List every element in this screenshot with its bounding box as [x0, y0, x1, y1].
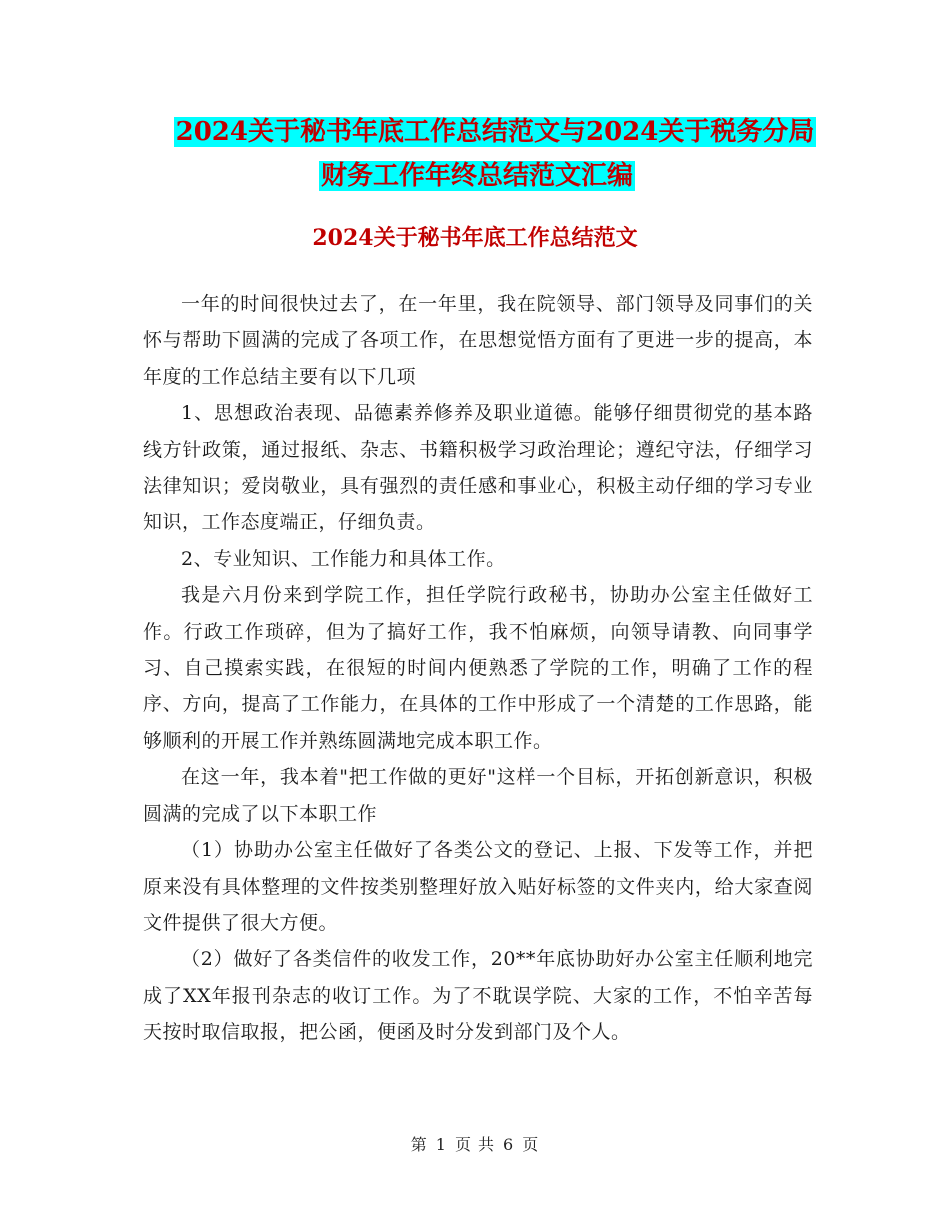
paragraph-item-2: 2、专业知识、工作能力和具体工作。	[181, 547, 506, 570]
section-title: 2024关于秘书年底工作总结范文	[312, 225, 638, 251]
paragraph-task-2: （2）做好了各类信件的收发工作，20**年底协助好办公室主任顺利地完成了XX年报刊杂志的收订工作。为了不耽误学院、大家的工作，不怕辛苦每天按时取信取报，把公函，便函及时分发到部门及个人。	[143, 948, 813, 1044]
paragraph-work: 我是六月份来到学院工作，担任学院行政秘书，协助办公室主任做好工作。行政工作琐碎，但为了搞好工作，我不怕麻烦，向领导请教、向同事学习、自己摸索实践，在很短的时间内便熟悉了学院的工作，明确了工作的程序、方向，提高了工作能力，在具体的工作中形成了一个清楚的工作思路，能够顺利的开展工作并熟练圆满地完成本职工作。	[143, 584, 813, 752]
paragraph-goal: 在这一年，我本着"把工作做的更好"这样一个目标，开拓创新意识，积极圆满的完成了以下本职工作	[143, 766, 813, 825]
document-body	[143, 286, 813, 1051]
page-footer	[0, 1132, 950, 1155]
footer-middle: 页 共	[454, 1135, 496, 1154]
document-title-line-1	[20, 108, 950, 156]
footer-prefix: 第	[410, 1135, 428, 1154]
paragraph-item-1: 1、思想政治表现、品德素养修养及职业道德。能够仔细贯彻党的基本路线方针政策，通过报纸、杂志、书籍积极学习政治理论；遵纪守法，仔细学习法律知识；爱岗敬业，具有强烈的责任感和事业心，积极主动仔细的学习专业知识，工作态度端正，仔细负责。	[143, 402, 813, 534]
footer-page-number: 1	[435, 1135, 447, 1154]
paragraph-intro: 一年的时间很快过去了，在一年里，我在院领导、部门领导及同事们的关怀与帮助下圆满的完成了各项工作，在思想觉悟方面有了更进一步的提高，本年度的工作总结主要有以下几项	[143, 293, 813, 388]
footer-total-pages: 6	[503, 1135, 515, 1154]
document-title-line-1-text: 2024关于秘书年底工作总结范文与2024关于税务分局	[175, 117, 815, 147]
footer-suffix: 页	[522, 1135, 540, 1154]
document-title-line-2	[2, 152, 950, 200]
document-title-line-2-text: 财务工作年终总结范文汇编	[320, 161, 633, 191]
paragraph-task-1: （1）协助办公室主任做好了各类公文的登记、上报、下发等工作，并把原来没有具体整理的文件按类别整理好放入贴好标签的文件夹内，给大家查阅文件提供了很大方便。	[143, 839, 813, 934]
